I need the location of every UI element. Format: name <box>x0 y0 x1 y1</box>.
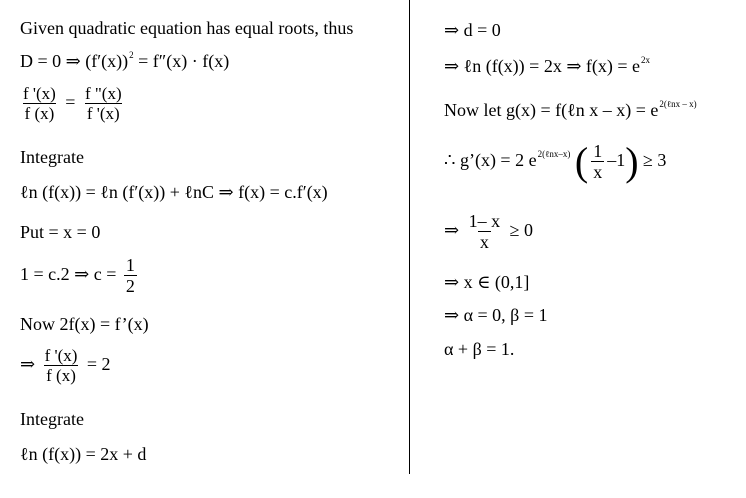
ratio-num: f '(x) <box>44 346 78 365</box>
fraction-right <box>83 84 124 124</box>
alpha-beta-values: ⇒ α = 0, β = 1 <box>444 305 548 325</box>
x-interval: ⇒ x ∈ (0,1] <box>444 272 530 292</box>
g-definition-text: Now let g(x) = f(ℓn x – x) = e <box>444 100 659 120</box>
ratio-equation <box>18 84 127 124</box>
one-minus-x-num: 1– x <box>468 211 501 231</box>
fraction-right-num: f "(x) <box>84 84 122 103</box>
now-2f-equation: Now 2f(x) = f’(x) <box>20 314 149 334</box>
f-exponential-text: ⇒ ℓn (f(x)) = 2x ⇒ f(x) = e <box>444 56 641 76</box>
c-value-equation <box>20 256 140 296</box>
fraction-left <box>21 84 58 124</box>
one-over-x-den: x <box>593 162 603 182</box>
g-derivative-text: ∴ g’(x) = 2 e <box>444 150 537 171</box>
put-x-zero: Put = x = 0 <box>20 222 101 242</box>
discriminant-tail: = f″(x) · f(x) <box>133 51 230 71</box>
one-half-fraction <box>124 256 137 296</box>
one-half-num: 1 <box>125 255 135 275</box>
fraction-left-den: f (x) <box>24 104 55 123</box>
f-exponential-equation <box>444 55 650 80</box>
ratio-equals-two <box>20 346 111 386</box>
f-exponent: 2x <box>641 55 651 65</box>
fraction-left-num: f '(x) <box>23 84 56 103</box>
left-paren: ( <box>574 139 589 184</box>
one-over-x-fraction <box>591 142 604 182</box>
discriminant-equation <box>20 50 229 75</box>
minus-one: –1 <box>607 150 626 171</box>
integrate-label-1: Integrate <box>20 147 84 167</box>
g-exponent: 2(ℓnx – x) <box>659 99 697 109</box>
alpha-plus-beta: α + β = 1. <box>444 339 515 359</box>
right-paren: ) <box>625 139 639 184</box>
one-over-x-num: 1 <box>593 141 603 161</box>
implies-arrow: ⇒ <box>20 354 36 375</box>
g-derivative-inequality <box>444 139 667 184</box>
implies-arrow-2: ⇒ <box>444 220 460 241</box>
fraction-inequality <box>444 212 533 252</box>
c-value-text: 1 = c.2 ⇒ c = <box>20 264 117 285</box>
geq-zero: ≥ 0 <box>509 220 533 241</box>
equals-two: = 2 <box>86 354 111 375</box>
ratio-den: f (x) <box>46 366 76 385</box>
log-integration-equation: ℓn (f(x)) = ℓn (f′(x)) + ℓnC ⇒ f(x) = c.f′(x) <box>20 182 328 202</box>
log-2x-equation: ℓn (f(x)) = 2x + d <box>20 444 147 464</box>
discriminant-text: D = 0 ⇒ (f′(x)) <box>20 51 129 71</box>
equals-sign: = <box>65 92 76 113</box>
one-half-den: 2 <box>125 276 135 296</box>
d-equals-zero: ⇒ d = 0 <box>444 20 501 40</box>
fraction-right-den: f '(x) <box>86 104 120 123</box>
integrate-label-2: Integrate <box>20 409 84 429</box>
square-exponent: 2 <box>129 50 134 60</box>
one-minus-x-fraction <box>467 212 503 252</box>
column-divider <box>409 0 410 474</box>
g-derivative-exponent: 2(ℓnx–x) <box>537 149 571 160</box>
statement-equal-roots: Given quadratic equation has equal roots, thus <box>20 18 354 38</box>
one-minus-x-den: x <box>479 232 489 252</box>
geq-three: ≥ 3 <box>643 150 667 171</box>
g-definition <box>444 99 697 124</box>
ratio-fraction <box>43 346 80 386</box>
